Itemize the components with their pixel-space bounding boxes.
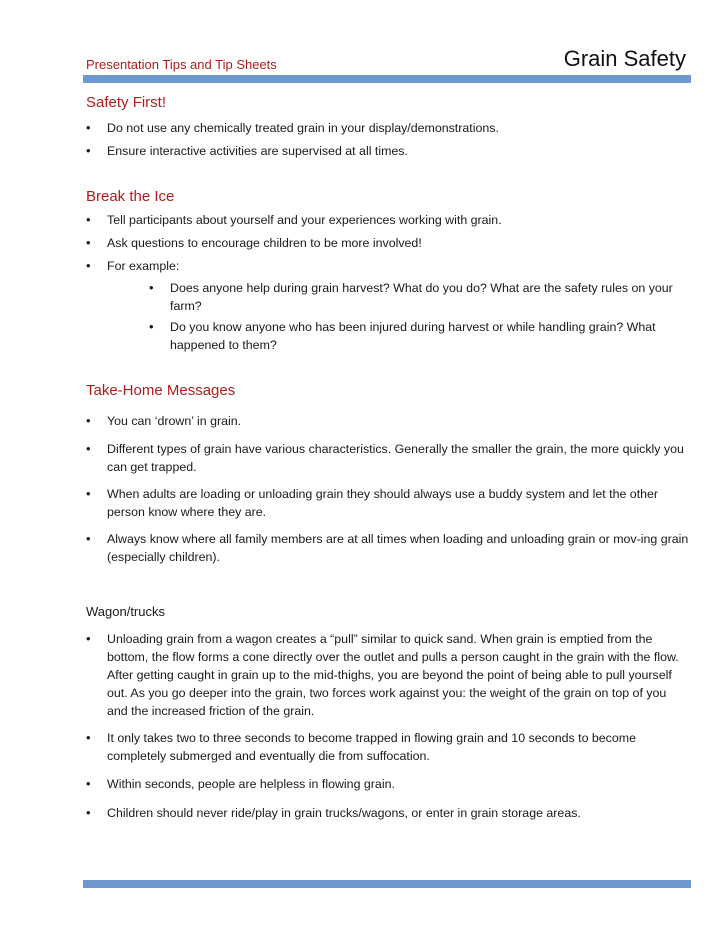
example-questions-list	[149, 279, 690, 354]
list-item: • Children should never ride/play in grain trucks/wagons, or enter in grain storage areas.	[86, 804, 690, 822]
wagon-trucks-list	[86, 630, 690, 822]
header-rule	[83, 75, 691, 83]
list-item: • Ensure interactive activities are supervised at all times.	[86, 142, 690, 160]
break-the-ice-list	[86, 211, 690, 354]
section-heading-break-the-ice: Break the Ice	[86, 188, 175, 205]
section-heading-take-home-messages: Take-Home Messages	[86, 382, 236, 399]
document-title: Grain Safety	[563, 46, 686, 71]
list-item: • Tell participants about yourself and your experiences working with grain.	[86, 211, 690, 229]
list-item: • You can ‘drown’ in grain.	[86, 412, 690, 430]
take-home-list	[86, 412, 690, 566]
section-heading-safety-first: Safety First!	[86, 94, 167, 111]
sub-list-item: • Does anyone help during grain harvest? What do you do? What are the safety rules on your farm?	[149, 279, 690, 315]
list-item-label: For example:	[107, 259, 180, 273]
list-item: • Always know where all family members are at all times when loading and unloading grain or mov-ing grain (especially children).	[86, 530, 690, 566]
list-item: • Ask questions to encourage children to be more involved!	[86, 234, 690, 252]
section-heading-wagon-trucks: Wagon/trucks	[86, 604, 165, 619]
list-item: • Do not use any chemically treated grain in your display/demonstrations.	[86, 119, 690, 137]
list-item	[86, 257, 690, 354]
list-item: • When adults are loading or unloading grain they should always use a buddy system and let the other person know where they are.	[86, 485, 690, 521]
list-item: • Within seconds, people are helpless in flowing grain.	[86, 775, 690, 793]
safety-first-list	[86, 119, 690, 160]
header-subtitle: Presentation Tips and Tip Sheets	[86, 57, 277, 72]
sub-list-item: • Do you know anyone who has been injured during harvest or while handling grain? What happened to them?	[149, 318, 690, 354]
list-item: • Unloading grain from a wagon creates a “pull” similar to quick sand. When grain is emptied from the bottom, the flow forms a cone directly over the outlet and pulls a person caught in the grain with the flow. After getting caught in grain up to the mid-thighs, you are beyond the point of being able to pull yourself out. As you go deeper into the grain, two forces work against you: the weight of the grain on top of you and the increased friction of the grain.	[86, 630, 690, 720]
list-item: • It only takes two to three seconds to become trapped in flowing grain and 10 seconds to become completely submerged and eventually die from suffocation.	[86, 729, 690, 765]
list-item: • Different types of grain have various characteristics. Generally the smaller the grain, the more quickly you can get trapped.	[86, 440, 690, 476]
footer-rule	[83, 880, 691, 888]
